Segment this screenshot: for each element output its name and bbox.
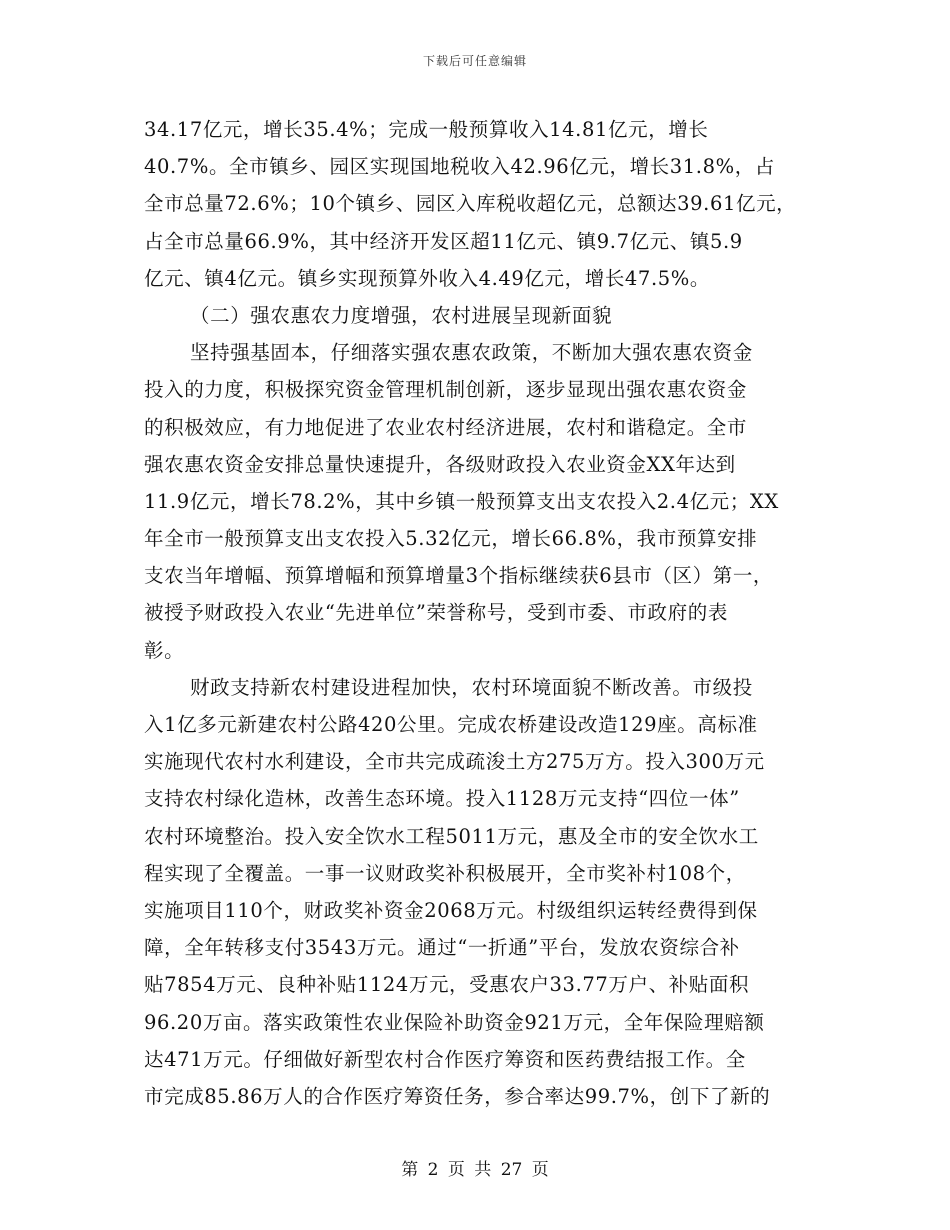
text-line: 贴7854万元、良种补贴1124万元，受惠农户33.77万户、补贴面积 [144,973,750,997]
page-footer: 第 2 页 共 27 页 [401,1160,549,1180]
text-line: 96.20万亩。落实政策性农业保险补助资金921万元，全年保险理赔额 [144,1010,765,1034]
text-line: 市完成85.86万人的合作医疗筹资任务，参合率达99.7%，创下了新的 [144,1084,771,1108]
text-line: 11.9亿元，增长78.2%，其中乡镇一般预算支出支农投入2.4亿元；XX [144,489,779,513]
text-line: 达471万元。仔细做好新型农村合作医疗筹资和医药费结报工作。全 [144,1047,746,1071]
text-line: 坚持强基固本，仔细落实强农惠农政策，不断加大强农惠农资金 [190,341,753,365]
text-line: 投入的力度，积极探究资金管理机制创新，逐步显现出强农惠农资金 [144,378,748,402]
text-line: 入1亿多元新建农村公路420公里。完成农桥建设改造129座。高标准 [144,713,758,736]
document-body [144,111,824,1115]
text-line: 财政支持新农村建设进程加快，农村环境面貌不断改善。市级投 [190,675,753,699]
page-header: 下载后可任意编辑 [422,54,527,68]
text-line: 实施项目110个，财政奖补资金2068万元。村级组织运转经费得到保 [144,898,758,922]
text-line: （二）强农惠农力度增强，农村进展呈现新面貌 [190,303,613,327]
text-line: 程实现了全覆盖。一事一议财政奖补积极展开，全市奖补村108个， [144,861,746,885]
text-line: 支持农村绿化造林，改善生态环境。投入1128万元支持“四位一体” [144,787,740,811]
text-line: 亿元、镇4亿元。镇乡实现预算外收入4.49亿元，增长47.5%。 [144,266,710,290]
text-line: 的积极效应，有力地促进了农业农村经济进展，农村和谐稳定。全市 [144,415,748,439]
text-line: 实施现代农村水利建设，全市共完成疏浚土方275万方。投入300万元 [144,750,765,774]
text-line: 被授予财政投入农业“先进单位”荣誉称号，受到市委、市政府的表 [144,601,728,625]
text-line: 占全市总量66.9%，其中经济开发区超11亿元、镇9.7亿元、镇5.9 [144,229,743,253]
text-line: 全市总量72.6%；10个镇乡、园区入库税收超亿元，总额达39.61亿元， [144,192,797,216]
text-line: 彰。 [144,638,185,662]
text-line: 34.17亿元，增长35.4%；完成一般预算收入14.81亿元，增长 [144,118,709,141]
text-line: 40.7%。全市镇乡、园区实现国地税收入42.96亿元，增长31.8%，占 [144,155,775,179]
text-line: 强农惠农资金安排总量快速提升，各级财政投入农业资金XX年达到 [144,452,736,476]
text-line: 障，全年转移支付3543万元。通过“一折通”平台，发放农资综合补 [144,936,740,960]
text-line: 年全市一般预算支出支农投入5.32亿元，增长66.8%，我市预算安排 [144,527,758,551]
text-line: 支农当年增幅、预算增幅和预算增量3个指标继续获6县市（区）第一， [144,564,774,588]
text-line: 农村环境整治。投入安全饮水工程5011万元，惠及全市的安全饮水工 [144,824,759,848]
